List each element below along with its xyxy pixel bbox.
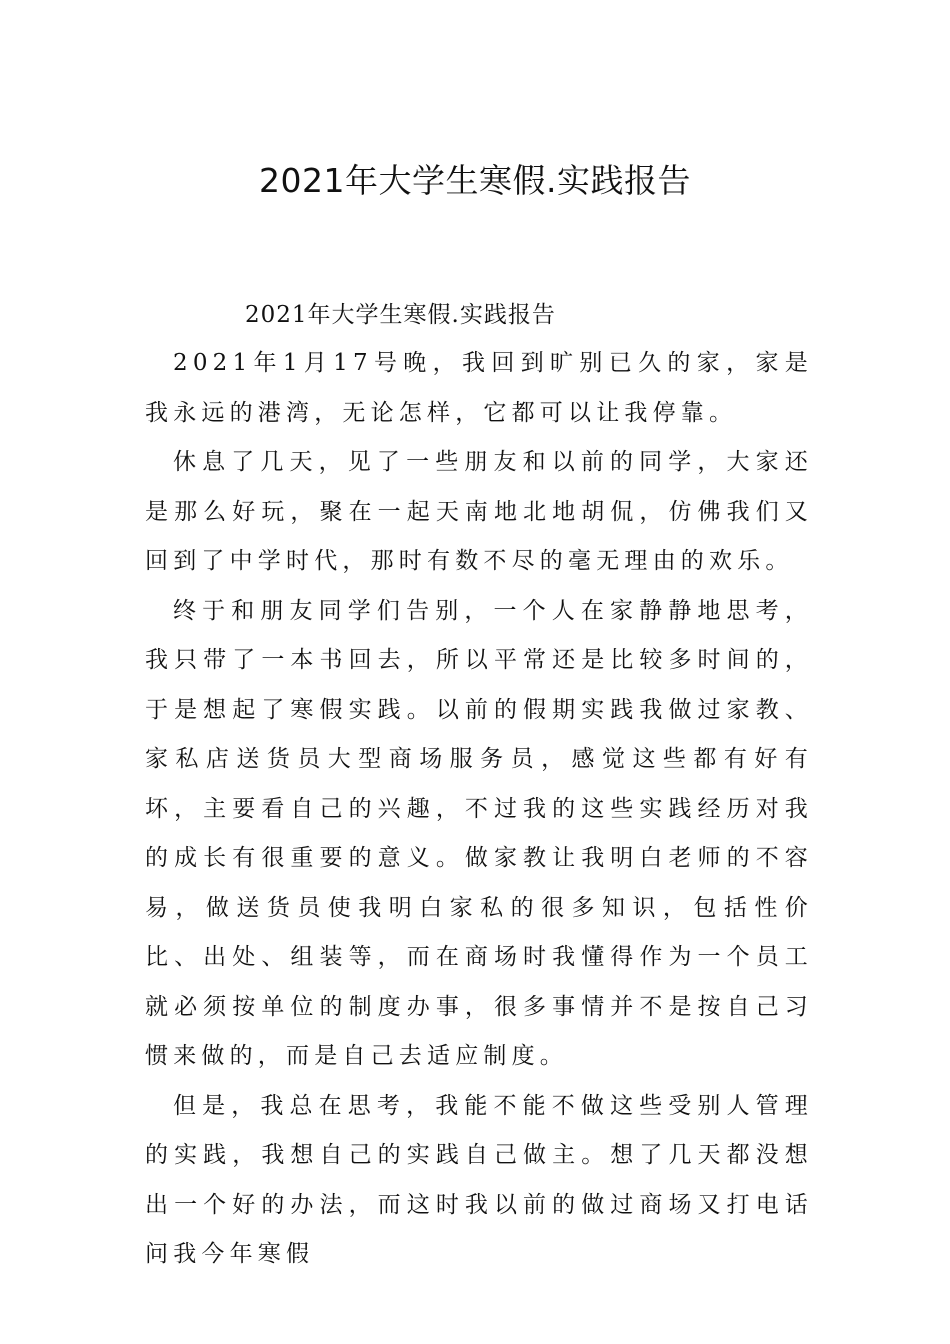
paragraph: 休息了几天，见了一些朋友和以前的同学，大家还是那么好玩，聚在一起天南地北地胡侃，仿佛我们又回到了中学时代，那时有数不尽的毫无理由的欢乐。 [145, 449, 813, 574]
document-title: 2021年大学生寒假.实践报告 [259, 161, 691, 200]
paragraph: 2021年1月17号晚，我回到旷别已久的家，家是我永远的港湾，无论怎样，它都可以让我停靠。 [145, 350, 813, 426]
paragraph: 但是，我总在思考，我能不能不做这些受别人管理的实践，我想自己的实践自己做主。想了几天都没想出一个好的办法，而这时我以前的做过商场又打电话问我今年寒假 [145, 1092, 813, 1267]
paragraph: 终于和朋友同学们告别，一个人在家静静地思考，我只带了一本书回去，所以平常还是比较多时间的，于是想起了寒假实践。以前的假期实践我做过家教、家私店送货员大型商场服务员，感觉这些都有好有坏，主要看自己的兴趣，不过我的这些实践经历对我的成长有很重要的意义。做家教让我明白老师的不容易，做送货员使我明白家私的很多知识，包括性价比、出处、组装等，而在商场时我懂得作为一个员工就必须按单位的制度办事，很多事情并不是按自己习惯来做的，而是自己去适应制度。 [145, 597, 813, 1069]
document-body [145, 339, 813, 1280]
document-subtitle: 2021年大学生寒假.实践报告 [245, 302, 556, 328]
